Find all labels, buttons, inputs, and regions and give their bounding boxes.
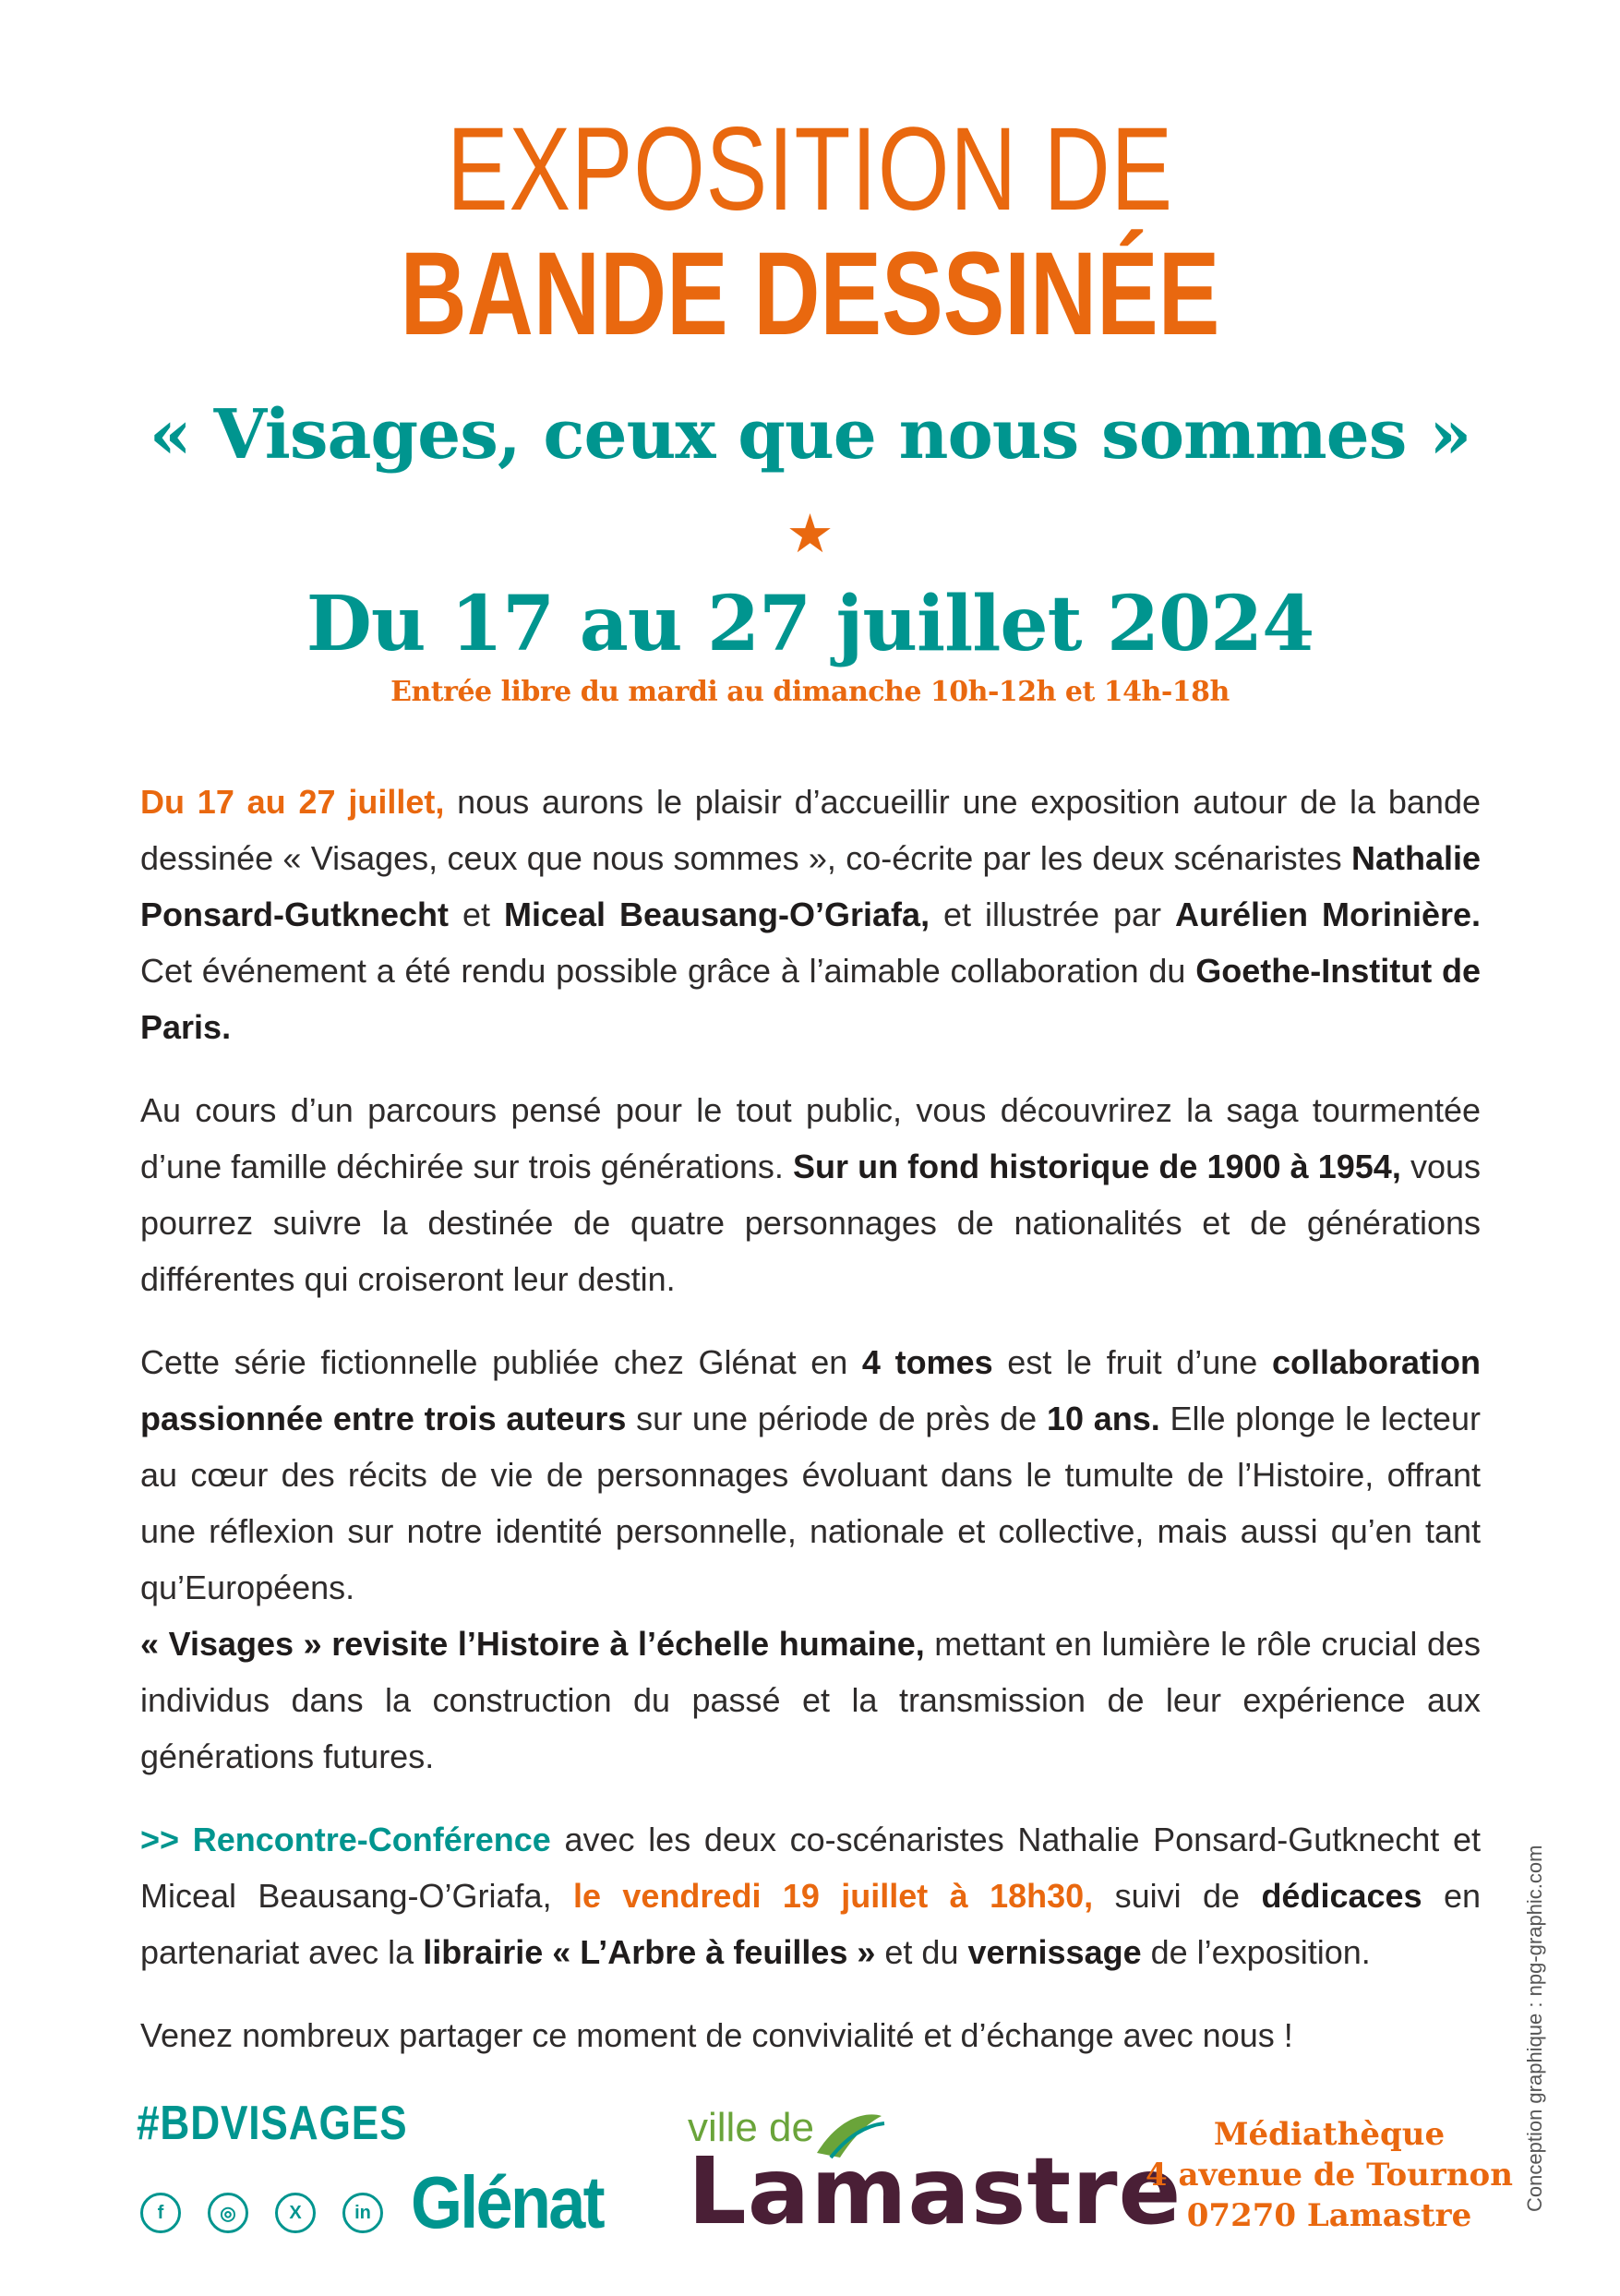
- venue-street: 4 avenue de Tournon: [1146, 2157, 1513, 2194]
- venue-city: 07270 Lamastre: [1186, 2197, 1472, 2234]
- text-run: et illustrée par: [930, 896, 1175, 933]
- hashtag: #BDVISAGES: [137, 2097, 408, 2150]
- text-run: Goethe-Institut de Paris.: [140, 952, 1481, 1046]
- paragraph-5: [140, 1811, 1481, 1980]
- title-line-1: EXPOSITION DE: [447, 103, 1173, 235]
- text-run: le vendredi 19 juillet à 18h30,: [572, 1877, 1094, 1915]
- text-run: avec les deux co-scénaristes Nathalie Ponsard-Gutknecht et Miceal Beausang-O’Griafa,: [140, 1821, 1481, 1915]
- town-name: Lamastre: [688, 2137, 1182, 2245]
- lamastre-logo: [688, 2105, 1182, 2245]
- title-line-2: BANDE DESSINÉE: [400, 228, 1220, 360]
- text-run: 4 tomes: [861, 1343, 993, 1381]
- text-run: nous aurons le plaisir d’accueillir une exposition autour de la bande dessinée « Visages, ceux que nous sommes », co-écrite par les deux scénaristes: [140, 783, 1481, 877]
- paragraph-1: [140, 774, 1481, 1055]
- text-run: Nathalie Ponsard-Gutknecht: [140, 839, 1481, 933]
- venue-address: [1135, 2114, 1523, 2236]
- paragraph-2: [140, 1082, 1481, 1307]
- ville-de-text: ville de: [688, 2105, 814, 2150]
- text-run: vous pourrez suivre la destinée de quatre personnages de nationalités et de générations différentes qui croiseront leur destin.: [140, 1148, 1481, 1298]
- paragraph-6: [140, 2007, 1481, 2063]
- text-run: « Visages » revisite l’Histoire à l’échelle humaine,: [140, 1625, 925, 1663]
- text-run: Miceal Beausang-O’Griafa,: [503, 896, 930, 933]
- design-credit: Conception graphique : npg-graphic.com: [1523, 1845, 1546, 2212]
- paragraph-3: [140, 1334, 1481, 1616]
- text-run: librairie « L’Arbre à feuilles »: [423, 1933, 876, 1971]
- venue-name: Médiathèque: [1213, 2116, 1446, 2153]
- text-run: Aurélien Morinière.: [1174, 896, 1482, 933]
- text-run: Elle plonge le lecteur au cœur des récits de vie de personnages évoluant dans le tumulte de l’Histoire, offrant une réflexion sur notre identité personnelle, nationale et collective, mais aussi qu’en tant qu’Européens.: [140, 1400, 1481, 1606]
- text-run: Au cours d’un parcours pensé pour le tout public, vous découvrirez la saga tourmentée d’une famille déchirée sur trois générations.: [140, 1091, 1481, 1185]
- text-run: mettant en lumière le rôle crucial des individus dans la construction du passé et la transmission de leur expérience aux générations futures.: [140, 1625, 1481, 1775]
- body-text: [140, 774, 1481, 2090]
- text-run: en partenariat avec la: [140, 1877, 1481, 1971]
- text-run: Du 17 au 27 juillet,: [140, 783, 445, 821]
- text-run: Sur un fond historique de 1900 à 1954,: [792, 1148, 1401, 1185]
- text-run: Cet événement a été rendu possible grâce à l’aimable collaboration du: [140, 952, 1196, 990]
- exhibition-dates: Du 17 au 27 juillet 2024: [306, 580, 1314, 668]
- instagram-icon[interactable]: ◎: [208, 2193, 248, 2233]
- text-run: vernissage: [967, 1933, 1142, 1971]
- glenat-logo: Glénat: [411, 2161, 603, 2243]
- text-run: Venez nombreux partager ce moment de convivialité et d’échange avec nous !: [140, 2016, 1293, 2054]
- star-icon: ★: [786, 504, 834, 564]
- x-icon[interactable]: X: [275, 2193, 316, 2233]
- text-run: Cette série fictionnelle publiée chez Glénat en: [140, 1343, 862, 1381]
- text-run: dédicaces: [1261, 1877, 1422, 1915]
- text-run: sur une période de près de: [626, 1400, 1047, 1437]
- text-run: est le fruit d’une: [992, 1343, 1272, 1381]
- text-run: >> Rencontre-Conférence: [140, 1821, 551, 1858]
- opening-hours: Entrée libre du mardi au dimanche 10h-12h et 14h-18h: [390, 676, 1230, 708]
- text-run: de l’exposition.: [1141, 1933, 1371, 1971]
- paragraph-4: [140, 1616, 1481, 1785]
- text-run: et: [449, 896, 504, 933]
- text-run: et du: [875, 1933, 968, 1971]
- social-icons: [140, 2193, 383, 2233]
- exhibition-subtitle: « Visages, ceux que nous sommes »: [149, 395, 1471, 475]
- linkedin-icon[interactable]: in: [342, 2193, 383, 2233]
- text-run: 10 ans.: [1046, 1400, 1160, 1437]
- facebook-icon[interactable]: f: [140, 2193, 181, 2233]
- text-run: collaboration passionnée entre trois auteurs: [140, 1343, 1481, 1437]
- text-run: suivi de: [1093, 1877, 1262, 1915]
